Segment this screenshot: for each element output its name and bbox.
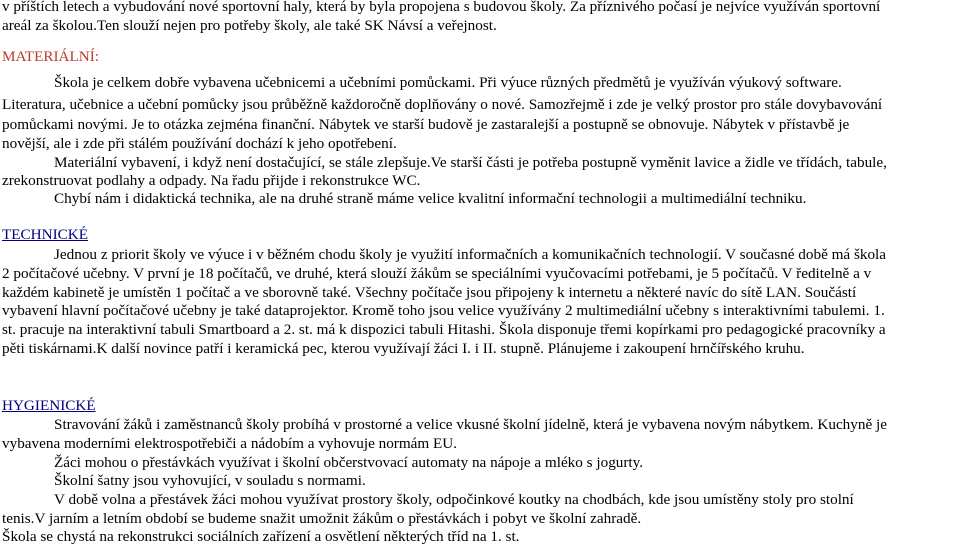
material-heading: MATERIÁLNÍ:: [2, 48, 100, 65]
technical-line-4: vybavení hlavní počítačové učebny je také dataprojektor. Kromě toho jsou velice využívány 2 multimediální učebny s interaktivními tabulemi. 1.: [2, 302, 885, 319]
technical-line-5: st. pracuje na interaktivní tabuli Smartboard a 2. st. má k dispozici tabuli Hitashi. Škola disponuje třemi kopírkami pro pedagogické pracovníky a: [2, 321, 886, 338]
technical-heading: TECHNICKÉ: [2, 226, 89, 243]
technical-line-2: 2 počítačové učebny. V první je 18 počítačů, ve druhé, která slouží žákům se speciálními vyučovacími potřebami, je 5 počítačů. V ředitelně a v: [2, 265, 872, 282]
hygienic-line-6: tenis.V jarním a letním období se budeme snažit umožnit žákům o přestávkách i pobyt ve školní zahradě.: [2, 510, 642, 527]
hygienic-line-7: Škola se chystá na rekonstrukci sociálních zařízení a osvětlení některých tříd na 1. st.: [2, 528, 520, 545]
material-line-1: Škola je celkem dobře vybavena učebnicemi a učebními pomůckami. Při výuce různých předmětů je využíván výukový software.: [54, 74, 842, 91]
material-line-6: zrekonstruovat podlahy a odpady. Na řadu přijde i rekonstrukce WC.: [2, 172, 421, 189]
hygienic-heading: HYGIENICKÉ: [2, 397, 96, 414]
intro-line-1: v příštích letech a vybudování nové sportovní haly, která by byla propojena s budovou školy. Za příznivého počasí je nejvíce využíván sportovní: [2, 0, 881, 15]
material-line-7: Chybí nám i didaktická technika, ale na druhé straně máme velice kvalitní informační technologii a multimediální techniku.: [54, 190, 807, 207]
material-line-2: Literatura, učebnice a učební pomůcky jsou průběžně každoročně doplňovány o nové. Samozřejmě i zde je velký prostor pro stále dovybavování: [2, 96, 883, 113]
hygienic-line-1: Stravování žáků i zaměstnanců školy probíhá v prostorné a velice vkusné školní jídelně, která je vybavena novým nábytkem. Kuchyně je: [54, 416, 887, 433]
intro-line-2: areál za školou.Ten slouží nejen pro potřeby školy, ale také SK Návsí a veřejnost.: [2, 17, 497, 34]
hygienic-line-3: Žáci mohou o přestávkách využívat i školní občerstvovací automaty na nápoje a mléko s jogurty.: [54, 454, 644, 471]
hygienic-line-5: V době volna a přestávek žáci mohou využívat prostory školy, odpočinkové koutky na chodbách, kde jsou umístěny stoly pro stolní: [54, 491, 854, 508]
technical-line-3: každém kabinetě je umístěn 1 počítač a ve sborovně také. Všechny počítače jsou připojeny k internetu a některé navíc do sítě LAN. Součástí: [2, 284, 857, 301]
material-line-4: novější, ale i zde při stálém používání dochází k jeho opotřebení.: [2, 135, 397, 152]
technical-line-1: Jednou z priorit školy ve výuce i v běžném chodu školy je využití informačních a komunikačních technologií. V současné době má škola: [54, 246, 887, 263]
material-line-5: Materiální vybavení, i když není dostačující, se stále zlepšuje.Ve starší části je potřeba postupně vyměnit lavice a židle ve třídách, tabule,: [54, 154, 887, 171]
technical-line-6: pěti tiskárnami.K další novince patří i keramická pec, kterou využívají žáci I. i II. stupně. Plánujeme i zakoupení hrnčířského kruhu.: [2, 340, 805, 357]
hygienic-line-2: vybavena moderními elektrospotřebiči a nádobím a vyhovuje normám EU.: [2, 435, 458, 452]
hygienic-line-4: Školní šatny jsou vyhovující, v souladu s normami.: [54, 472, 366, 489]
material-line-3: pomůckami novými. Je to otázka zejména finanční. Nábytek ve starší budově je zastaralejší a postupně se obnovuje. Nábytek v přístavbě je: [2, 116, 850, 133]
